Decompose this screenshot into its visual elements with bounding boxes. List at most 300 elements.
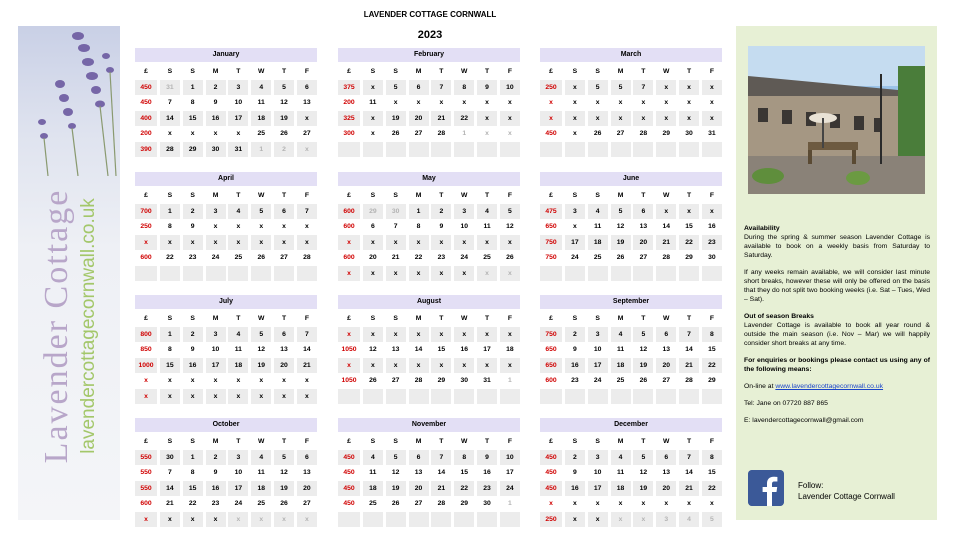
week-price: 750	[540, 327, 562, 343]
day-cell	[500, 142, 520, 158]
day-cell: x	[167, 377, 172, 384]
weekday-header: T	[641, 315, 646, 322]
day-cell: 17	[588, 358, 608, 374]
day-cell: 7	[431, 80, 451, 96]
weekday-header: M	[617, 438, 624, 445]
month-grid	[540, 188, 722, 281]
day-cell: 1	[160, 204, 180, 220]
day-cell: 1	[409, 204, 429, 220]
day-cell: 12	[391, 469, 400, 476]
month-june	[540, 172, 722, 281]
day-cell: 13	[414, 469, 423, 476]
day-cell: 15	[685, 223, 693, 230]
day-cell: 17	[228, 111, 248, 127]
weekday-header: S	[595, 315, 600, 322]
day-cell: x	[297, 512, 317, 528]
month-april	[135, 172, 317, 281]
day-cell	[611, 142, 631, 158]
weekday-header: £	[347, 68, 351, 75]
week-price: x	[338, 266, 360, 282]
day-cell: 18	[611, 481, 631, 497]
day-cell: x	[656, 111, 676, 127]
day-cell: x	[190, 377, 195, 384]
day-cell: x	[228, 389, 248, 405]
weekday-header: S	[190, 192, 195, 199]
day-cell: 10	[593, 346, 602, 353]
day-cell	[702, 142, 722, 158]
week-price: 475	[540, 204, 562, 220]
day-cell: 23	[188, 254, 197, 261]
day-cell: x	[160, 235, 180, 251]
weekday-header: S	[370, 315, 376, 322]
day-cell: x	[679, 204, 699, 220]
week-price: 450	[338, 450, 360, 466]
day-cell: 8	[167, 346, 172, 353]
day-cell: x	[297, 389, 317, 405]
day-cell: x	[206, 389, 226, 405]
day-cell: 13	[662, 346, 670, 353]
day-cell: 28	[437, 130, 446, 137]
week-price	[540, 266, 562, 282]
day-cell	[386, 142, 406, 158]
day-cell: 15	[183, 481, 203, 497]
day-cell: 19	[633, 481, 653, 497]
week-price: 550	[135, 481, 157, 497]
day-cell: 2	[431, 204, 451, 220]
day-cell: 29	[460, 500, 468, 507]
month-grid	[338, 188, 520, 281]
day-cell	[386, 512, 406, 528]
document-title: LAVENDER COTTAGE CORNWALL	[363, 10, 497, 19]
week-price: 650	[540, 358, 562, 374]
day-cell: x	[206, 235, 226, 251]
day-cell: x	[477, 266, 497, 282]
day-cell: x	[485, 130, 489, 137]
day-cell: x	[251, 235, 271, 251]
day-cell: 1	[462, 130, 467, 137]
day-cell: 5	[386, 80, 406, 96]
day-cell: 26	[391, 500, 400, 507]
month-name: June	[540, 172, 722, 186]
week-price: 250	[540, 80, 562, 96]
day-cell: x	[611, 111, 631, 127]
day-cell: 14	[160, 481, 180, 497]
week-price: 650	[545, 223, 557, 230]
day-cell: 14	[685, 469, 693, 476]
day-cell: 27	[303, 500, 311, 507]
weekday-header: S	[572, 192, 578, 199]
weekday-header: T	[641, 192, 646, 199]
month-grid	[135, 188, 317, 281]
month-september	[540, 295, 722, 404]
day-cell: x	[595, 99, 600, 106]
weekday-header: T	[484, 68, 490, 75]
day-cell: 22	[166, 254, 174, 261]
weekday-header: T	[439, 68, 444, 75]
day-cell: 25	[616, 377, 625, 384]
weekday-header: £	[549, 438, 553, 445]
day-cell: 5	[251, 204, 271, 220]
follow-label: Follow:	[798, 481, 824, 490]
day-cell: 4	[611, 327, 631, 343]
day-cell: 12	[280, 469, 288, 476]
day-cell: x	[633, 111, 653, 127]
cottage-photo	[748, 46, 925, 194]
week-price	[338, 142, 360, 158]
day-cell: 16	[708, 223, 716, 230]
day-cell: 9	[213, 99, 218, 106]
weekday-header: M	[212, 438, 219, 445]
day-cell: x	[618, 99, 623, 106]
day-cell: 30	[206, 142, 226, 158]
weekday-header: M	[617, 315, 624, 322]
day-cell: 17	[228, 481, 248, 497]
day-cell	[500, 389, 520, 405]
day-cell: 31	[228, 142, 248, 158]
day-cell: 11	[616, 346, 625, 353]
day-cell: x	[572, 99, 577, 106]
day-cell: 14	[662, 223, 670, 230]
month-name: July	[135, 295, 317, 309]
telephone-text: Tel: Jane on 07720 887 865	[744, 400, 828, 407]
facebook-follow-text[interactable]	[798, 480, 895, 502]
day-cell: 9	[190, 223, 195, 230]
day-cell: 24	[571, 254, 579, 261]
day-cell: 28	[639, 130, 648, 137]
day-cell	[363, 142, 383, 158]
day-cell: 29	[708, 377, 716, 384]
day-cell: 6	[297, 80, 317, 96]
day-cell	[656, 266, 676, 282]
day-cell: 12	[257, 346, 265, 353]
weekday-header: £	[347, 192, 351, 199]
week-price: x	[338, 235, 360, 251]
day-cell: 23	[702, 235, 722, 251]
day-cell	[477, 389, 497, 405]
day-cell: 8	[702, 327, 722, 343]
day-cell: 9	[213, 469, 218, 476]
day-cell: 3	[206, 327, 226, 343]
weekday-header: M	[415, 315, 422, 322]
day-cell: x	[431, 358, 451, 374]
day-cell: 7	[167, 469, 172, 476]
day-cell: x	[656, 204, 676, 220]
weekday-header: S	[167, 438, 173, 445]
day-cell	[611, 389, 631, 405]
day-cell: x	[282, 223, 286, 230]
day-cell: 17	[206, 358, 226, 374]
day-cell: 19	[386, 481, 406, 497]
weekday-header: T	[686, 192, 692, 199]
day-cell: 9	[572, 346, 577, 353]
day-cell: 22	[702, 481, 722, 497]
day-cell: 10	[500, 450, 520, 466]
day-cell	[679, 142, 699, 158]
day-cell: x	[236, 223, 241, 230]
week-price: 450	[545, 469, 557, 476]
day-cell: 21	[679, 358, 699, 374]
week-price: x	[540, 111, 562, 127]
day-cell: 30	[460, 377, 468, 384]
day-cell: 21	[431, 481, 451, 497]
day-cell: 10	[460, 223, 468, 230]
day-cell	[160, 266, 180, 282]
weekday-header: T	[281, 438, 287, 445]
day-cell	[633, 389, 653, 405]
week-price	[338, 512, 360, 528]
day-cell: 8	[167, 223, 172, 230]
day-cell: 8	[190, 469, 195, 476]
weekday-header: S	[167, 315, 173, 322]
day-cell: 19	[611, 235, 631, 251]
day-cell: 27	[391, 377, 400, 384]
day-cell: 9	[477, 450, 497, 466]
day-cell: x	[572, 500, 577, 507]
day-cell: 5	[702, 512, 722, 528]
enquiries-text: For enquiries or bookings please contact us using any of the following means:	[744, 357, 930, 373]
weekday-header: S	[190, 68, 195, 75]
availability-text: During the spring & summer season Lavender Cottage is available to book on a weekly basis from Saturday to Saturday.	[744, 234, 930, 259]
day-cell: 30	[386, 204, 406, 220]
weekday-header: W	[663, 192, 670, 199]
day-cell: x	[477, 327, 497, 343]
day-cell: x	[572, 130, 577, 137]
day-cell: 16	[565, 358, 585, 374]
day-cell: x	[462, 99, 467, 106]
week-price: 550	[140, 469, 152, 476]
email-text: E: lavendercottagecornwall@gmail.com	[744, 417, 864, 424]
day-cell: x	[477, 358, 497, 374]
day-cell	[297, 266, 317, 282]
day-cell: 11	[369, 99, 377, 106]
month-name: March	[540, 48, 722, 62]
day-cell: x	[386, 235, 406, 251]
weekday-header: F	[709, 192, 714, 199]
day-cell: x	[297, 111, 317, 127]
weekday-header: W	[258, 315, 265, 322]
weekday-header: W	[258, 68, 265, 75]
weekday-header: M	[617, 68, 624, 75]
day-cell: 7	[633, 80, 653, 96]
day-cell: 13	[662, 469, 670, 476]
day-cell: 3	[656, 512, 676, 528]
day-cell: 26	[257, 254, 265, 261]
month-october	[135, 418, 317, 527]
day-cell: 21	[166, 500, 174, 507]
weekday-header: T	[439, 315, 444, 322]
week-price: 750	[545, 254, 557, 261]
day-cell: x	[572, 223, 577, 230]
day-cell: 5	[274, 450, 294, 466]
day-cell: x	[305, 223, 309, 230]
day-cell: 26	[391, 130, 400, 137]
day-cell: x	[439, 99, 444, 106]
day-cell	[588, 266, 608, 282]
day-cell: 3	[454, 204, 474, 220]
day-cell: 6	[656, 327, 676, 343]
website-link[interactable]: www.lavendercottagecornwall.co.uk	[775, 383, 884, 390]
week-price: 250	[540, 512, 562, 528]
day-cell: 18	[506, 346, 514, 353]
day-cell: 2	[274, 142, 294, 158]
day-cell: 3	[228, 450, 248, 466]
weekday-header: F	[709, 68, 714, 75]
month-grid	[135, 64, 317, 157]
day-cell: x	[409, 358, 429, 374]
day-cell: 20	[369, 254, 377, 261]
day-cell: 27	[280, 254, 288, 261]
day-cell: 6	[274, 204, 294, 220]
day-cell: x	[565, 111, 585, 127]
weekday-header: T	[281, 68, 287, 75]
day-cell: 29	[437, 377, 446, 384]
month-grid	[540, 434, 722, 527]
week-price: 375	[338, 80, 360, 96]
week-price	[338, 389, 360, 405]
day-cell: 7	[431, 450, 451, 466]
day-cell: 4	[228, 204, 248, 220]
day-cell: 30	[685, 130, 693, 137]
month-name: October	[135, 418, 317, 432]
day-cell: 10	[234, 99, 243, 106]
day-cell: x	[236, 377, 241, 384]
day-cell: 28	[414, 377, 423, 384]
day-cell: x	[259, 377, 264, 384]
day-cell: 29	[662, 130, 670, 137]
short-breaks-text: If any weeks remain available, we will consider last minute short breaks, however these will only be offered on the basis that they do not split two booking weeks (i.e. Sat – Tues, Wed – Sat).	[744, 269, 930, 303]
day-cell: 14	[685, 346, 693, 353]
day-cell: x	[409, 235, 429, 251]
day-cell: x	[508, 130, 512, 137]
day-cell: 8	[702, 450, 722, 466]
day-cell: 27	[414, 500, 423, 507]
day-cell: 10	[593, 469, 602, 476]
week-price: 450	[343, 469, 355, 476]
month-january	[135, 48, 317, 157]
day-cell: x	[431, 266, 451, 282]
day-cell: 16	[206, 481, 226, 497]
day-cell: 11	[483, 223, 491, 230]
week-price: x	[135, 389, 157, 405]
day-cell: 26	[280, 130, 288, 137]
weekday-header: F	[304, 438, 309, 445]
weekday-header: F	[507, 315, 512, 322]
day-cell: 11	[369, 469, 377, 476]
day-cell: x	[228, 235, 248, 251]
day-cell	[656, 389, 676, 405]
weekday-header: T	[281, 315, 287, 322]
month-grid	[540, 64, 722, 157]
day-cell: x	[664, 500, 669, 507]
facebook-icon[interactable]	[748, 470, 784, 506]
weekday-header: W	[258, 192, 265, 199]
week-price: 800	[135, 327, 157, 343]
day-cell	[454, 389, 474, 405]
month-grid	[135, 434, 317, 527]
weekday-header: S	[393, 192, 398, 199]
weekday-header: £	[144, 192, 148, 199]
day-cell: x	[305, 377, 309, 384]
day-cell: 16	[565, 481, 585, 497]
day-cell: 2	[183, 204, 203, 220]
day-cell: 12	[616, 223, 625, 230]
day-cell: x	[588, 512, 608, 528]
day-cell: 10	[500, 80, 520, 96]
day-cell: 24	[500, 481, 520, 497]
day-cell: x	[363, 327, 383, 343]
day-cell: 18	[363, 481, 383, 497]
day-cell: 9	[477, 80, 497, 96]
week-price: 450	[135, 80, 157, 96]
day-cell: x	[183, 235, 203, 251]
month-name: November	[338, 418, 520, 432]
day-cell: 6	[370, 223, 375, 230]
week-price: 450	[140, 99, 152, 106]
day-cell: x	[282, 377, 286, 384]
weekday-header: S	[190, 315, 195, 322]
day-cell: 24	[234, 500, 243, 507]
day-cell: 17	[483, 346, 491, 353]
month-august	[338, 295, 520, 404]
day-cell: 25	[234, 254, 243, 261]
day-cell: 7	[679, 327, 699, 343]
weekday-header: M	[415, 438, 422, 445]
out-of-season-text: Lavender Cottage is available to book all year round & outside the main season (i.e. Nov – Mar) we will happily consider short breaks at any time.	[744, 322, 930, 347]
day-cell	[679, 266, 699, 282]
week-price: 750	[540, 235, 562, 251]
week-price: 700	[135, 204, 157, 220]
day-cell: 6	[656, 450, 676, 466]
day-cell: x	[363, 80, 383, 96]
week-price	[540, 142, 562, 158]
weekday-header: S	[370, 192, 376, 199]
weekday-header: W	[461, 438, 468, 445]
day-cell	[363, 389, 383, 405]
day-cell	[702, 266, 722, 282]
week-price: 450	[545, 130, 557, 137]
day-cell: 13	[280, 346, 288, 353]
weekday-header: T	[236, 438, 241, 445]
day-cell: 16	[183, 358, 203, 374]
weekday-header: T	[439, 192, 444, 199]
day-cell: 26	[593, 130, 602, 137]
week-price: 450	[540, 481, 562, 497]
month-grid	[338, 311, 520, 404]
weekday-header: S	[370, 68, 376, 75]
day-cell	[679, 389, 699, 405]
day-cell	[477, 142, 497, 158]
day-cell: 5	[633, 450, 653, 466]
day-cell: x	[454, 327, 474, 343]
week-price: x	[549, 99, 553, 106]
day-cell: x	[500, 327, 520, 343]
day-cell	[228, 266, 248, 282]
month-february	[338, 48, 520, 157]
day-cell: x	[633, 512, 653, 528]
day-cell: 3	[206, 204, 226, 220]
day-cell: 8	[190, 99, 195, 106]
weekday-header: S	[572, 315, 578, 322]
day-cell: 18	[251, 111, 271, 127]
day-cell: x	[565, 80, 585, 96]
day-cell: 25	[257, 500, 265, 507]
day-cell: 14	[437, 469, 446, 476]
day-cell: 24	[593, 377, 602, 384]
day-cell: 7	[297, 327, 317, 343]
day-cell: x	[431, 235, 451, 251]
day-cell: 5	[588, 80, 608, 96]
day-cell: 7	[297, 204, 317, 220]
